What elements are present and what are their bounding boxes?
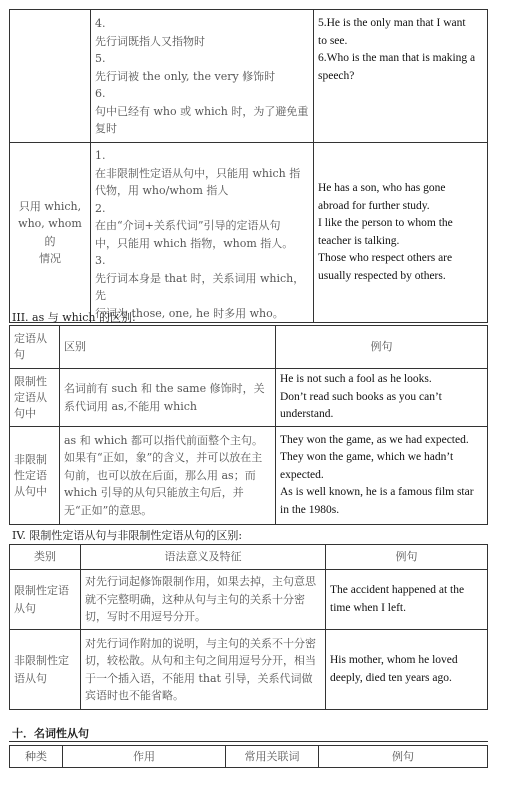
rule-line: 在由“介词+关系代词”引导的定语从句: [95, 219, 281, 232]
rule-cell: [91, 143, 314, 323]
column-header: 作用: [63, 746, 226, 768]
rule-line: 先行词被 the only, the very 修饰时: [95, 69, 276, 83]
description-cell: 对先行词作附加的说明，与主句的关系不十分密切，较松散。从句和主句之间用逗号分开，相当于一个插入语，不能用 that 引导，关系代词做宾语时也不能省略。: [81, 630, 326, 710]
column-header: 区别: [60, 326, 276, 369]
rule-line: 先行词既指人又指物时: [95, 34, 205, 48]
example-cell: His mother, whom he loved deeply, died ten years ago.: [326, 630, 488, 710]
example-line: They won the game, as we had expected.: [280, 433, 469, 446]
table-row: [10, 10, 488, 143]
example-line: teacher is talking.: [318, 234, 400, 247]
section-heading-noun-clauses: 十．名词性从句: [12, 727, 89, 740]
rule-line: 句中已经有 who 或 which 时，为了避免重: [95, 104, 309, 118]
category-label: who, whom 的: [18, 217, 82, 248]
example-line: He has a son, who has gone: [318, 182, 446, 194]
rule-line: 在非限制性定语从句中，只能用 which 指: [95, 166, 301, 180]
category-label: 只用 which,: [18, 199, 82, 213]
example-line: to see.: [318, 34, 348, 47]
category-cell: [10, 10, 91, 143]
table-row: [10, 369, 488, 427]
rule-line: 先行词本身是 that 时，关系词用 which，先: [95, 271, 305, 302]
example-line: I like the person to whom the: [318, 217, 453, 229]
rule-line: 1.: [95, 149, 106, 162]
example-line: abroad for further study.: [318, 199, 430, 212]
column-header: 例句: [326, 545, 488, 570]
column-header: 常用关联词: [226, 746, 319, 768]
example-cell: The accident happened at the time when I left.: [326, 570, 488, 630]
rule-line: 行词为 those, one, he 时多用 who。: [95, 306, 284, 320]
table-header-row: [10, 746, 488, 768]
rule-line: 3.: [95, 254, 106, 267]
section-heading-as-which: III. as 与 which 的区别:: [12, 311, 136, 324]
table-header-row: [10, 545, 488, 570]
rule-line: 5.: [95, 52, 106, 65]
which-that-usage-table: [9, 9, 488, 323]
rule-line: 复时: [95, 122, 117, 135]
divider: [9, 741, 488, 742]
rule-line: 代物，用 who/whom 指人: [95, 184, 229, 197]
example-line: 5.He is the only man that I want: [318, 17, 466, 29]
section-heading-restrictive-vs-nonrestrictive: IV. 限制性定语从句与非限制性定语从句的区别:: [12, 529, 243, 542]
as-which-table: [9, 325, 488, 525]
example-line: understand.: [280, 408, 334, 421]
difference-cell: 名词前有 such 和 the same 修饰时，关系代词用 as,不能用 which: [60, 369, 276, 427]
rule-cell: [91, 10, 314, 143]
column-header: 类别: [10, 545, 81, 570]
example-line: He is not such a fool as he looks.: [280, 373, 432, 386]
example-line: speech?: [318, 69, 355, 82]
example-line: They won the game, which we hadn’t: [280, 451, 454, 464]
example-cell: [314, 143, 488, 323]
column-header: 种类: [10, 746, 63, 768]
example-line: Don’t read such books as you can’t: [280, 390, 442, 403]
category-cell: 非限制性定语从句: [10, 630, 81, 710]
example-line: usually respected by others.: [318, 269, 446, 282]
rule-line: 中，只能用 which 指物，whom 指人。: [95, 236, 294, 250]
rule-line: 4.: [95, 17, 106, 30]
table-header-row: [10, 326, 488, 369]
rule-line: 2.: [95, 201, 106, 215]
category-cell: 限制性定语从句中: [10, 369, 60, 427]
table-row: [10, 143, 488, 323]
category-cell: [10, 143, 91, 323]
example-cell: [276, 369, 488, 427]
column-header: 定语从句: [10, 326, 60, 369]
difference-cell: as 和 which 都可以指代前面整个主句。如果有“正如，象”的含义，并可以放在主句前，也可以放在后面，那么用 as；而 which 引导的从句只能放主句后，并无“正如”的意思。: [60, 427, 276, 525]
column-header: 例句: [276, 326, 488, 369]
category-cell: 非限制性定语从句中: [10, 427, 60, 525]
rule-line: 6.: [95, 87, 106, 100]
example-line: 6.Who is the man that is making a: [318, 52, 476, 64]
table-row: [10, 427, 488, 525]
category-label: 情况: [39, 252, 61, 265]
example-line: As is well known, he is a famous film star: [280, 486, 474, 499]
noun-clause-table: [9, 745, 488, 768]
example-cell: [276, 427, 488, 525]
example-line: expected.: [280, 468, 324, 481]
category-cell: 限制性定语从句: [10, 570, 81, 630]
example-line: in the 1980s.: [280, 503, 340, 516]
example-cell: [314, 10, 488, 143]
restrictive-comparison-table: [9, 544, 488, 710]
column-header: 语法意义及特征: [81, 545, 326, 570]
table-row: [10, 570, 488, 630]
example-line: Those who respect others are: [318, 252, 453, 264]
table-row: [10, 630, 488, 710]
column-header: 例句: [319, 746, 488, 768]
description-cell: 对先行词起修饰限制作用，如果去掉，主句意思就不完整明确，这种从句与主句的关系十分密切，写时不用逗号分开。: [81, 570, 326, 630]
